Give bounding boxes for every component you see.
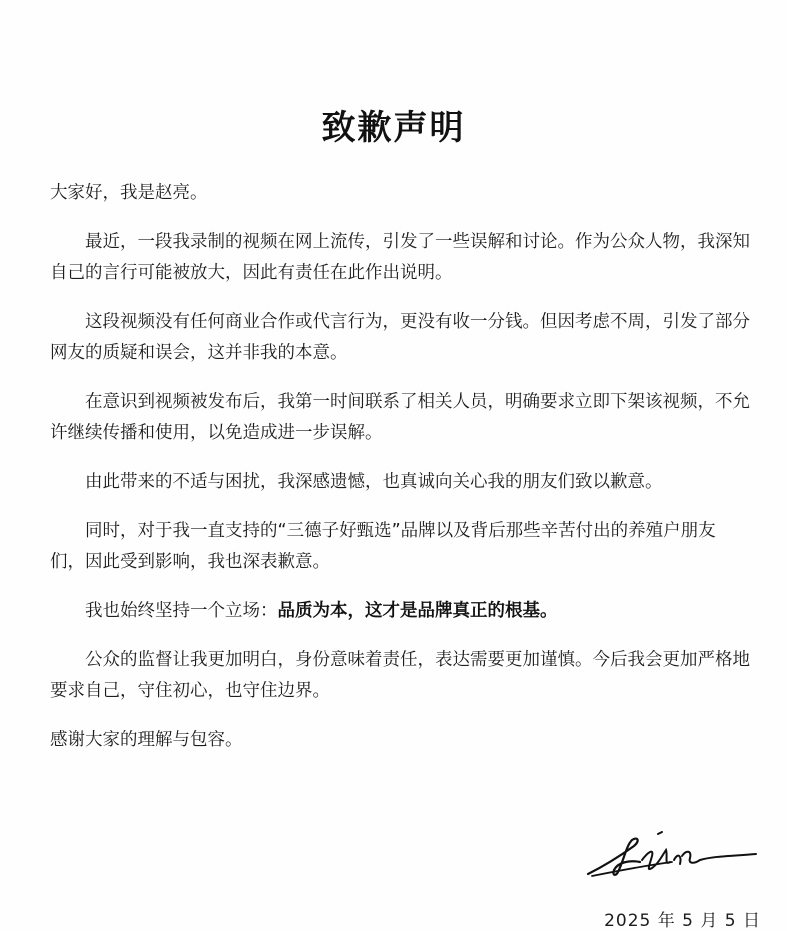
paragraph-1: 最近，一段我录制的视频在网上流传，引发了一些误解和讨论。作为公众人物，我深知自己的言行可能被放大，因此有责任在此作出说明。 bbox=[50, 232, 750, 283]
paragraph-6: 公众的监督让我更加明白，身份意味着责任，表达需要更加谨慎。今后我会更加严格地要求自己，守住初心，也守住边界。 bbox=[50, 650, 750, 701]
paragraph-3: 在意识到视频被发布后，我第一时间联系了相关人员，明确要求立即下架该视频，不允许继续传播和使用，以免造成进一步误解。 bbox=[50, 392, 750, 443]
closing-line: 感谢大家的理解与包容。 bbox=[50, 730, 243, 750]
paragraph-4: 由此带来的不适与困扰，我深感遗憾，也真诚向关心我的朋友们致以歉意。 bbox=[85, 472, 663, 492]
document-body bbox=[50, 178, 750, 774]
paragraph-5: 同时，对于我一直支持的“三德子好甄选”品牌以及背后那些辛苦付出的养殖户朋友们，因此受到影响，我也深表歉意。 bbox=[50, 521, 716, 572]
stance-prefix: 我也始终坚持一个立场： bbox=[85, 601, 278, 621]
handwritten-signature bbox=[582, 826, 762, 882]
stance-bold-text: 品质为本，这才是品牌真正的根基。 bbox=[277, 601, 558, 621]
paragraph-2: 这段视频没有任何商业合作或代言行为，更没有收一分钱。但因考虑不周，引发了部分网友的质疑和误会，这并非我的本意。 bbox=[50, 312, 750, 363]
stance-paragraph bbox=[50, 596, 750, 627]
signature-date: 2025 年 5 月 5 日 bbox=[604, 911, 761, 931]
greeting: 大家好，我是赵亮。 bbox=[50, 183, 208, 203]
document-title: 致歉声明 bbox=[321, 108, 466, 148]
